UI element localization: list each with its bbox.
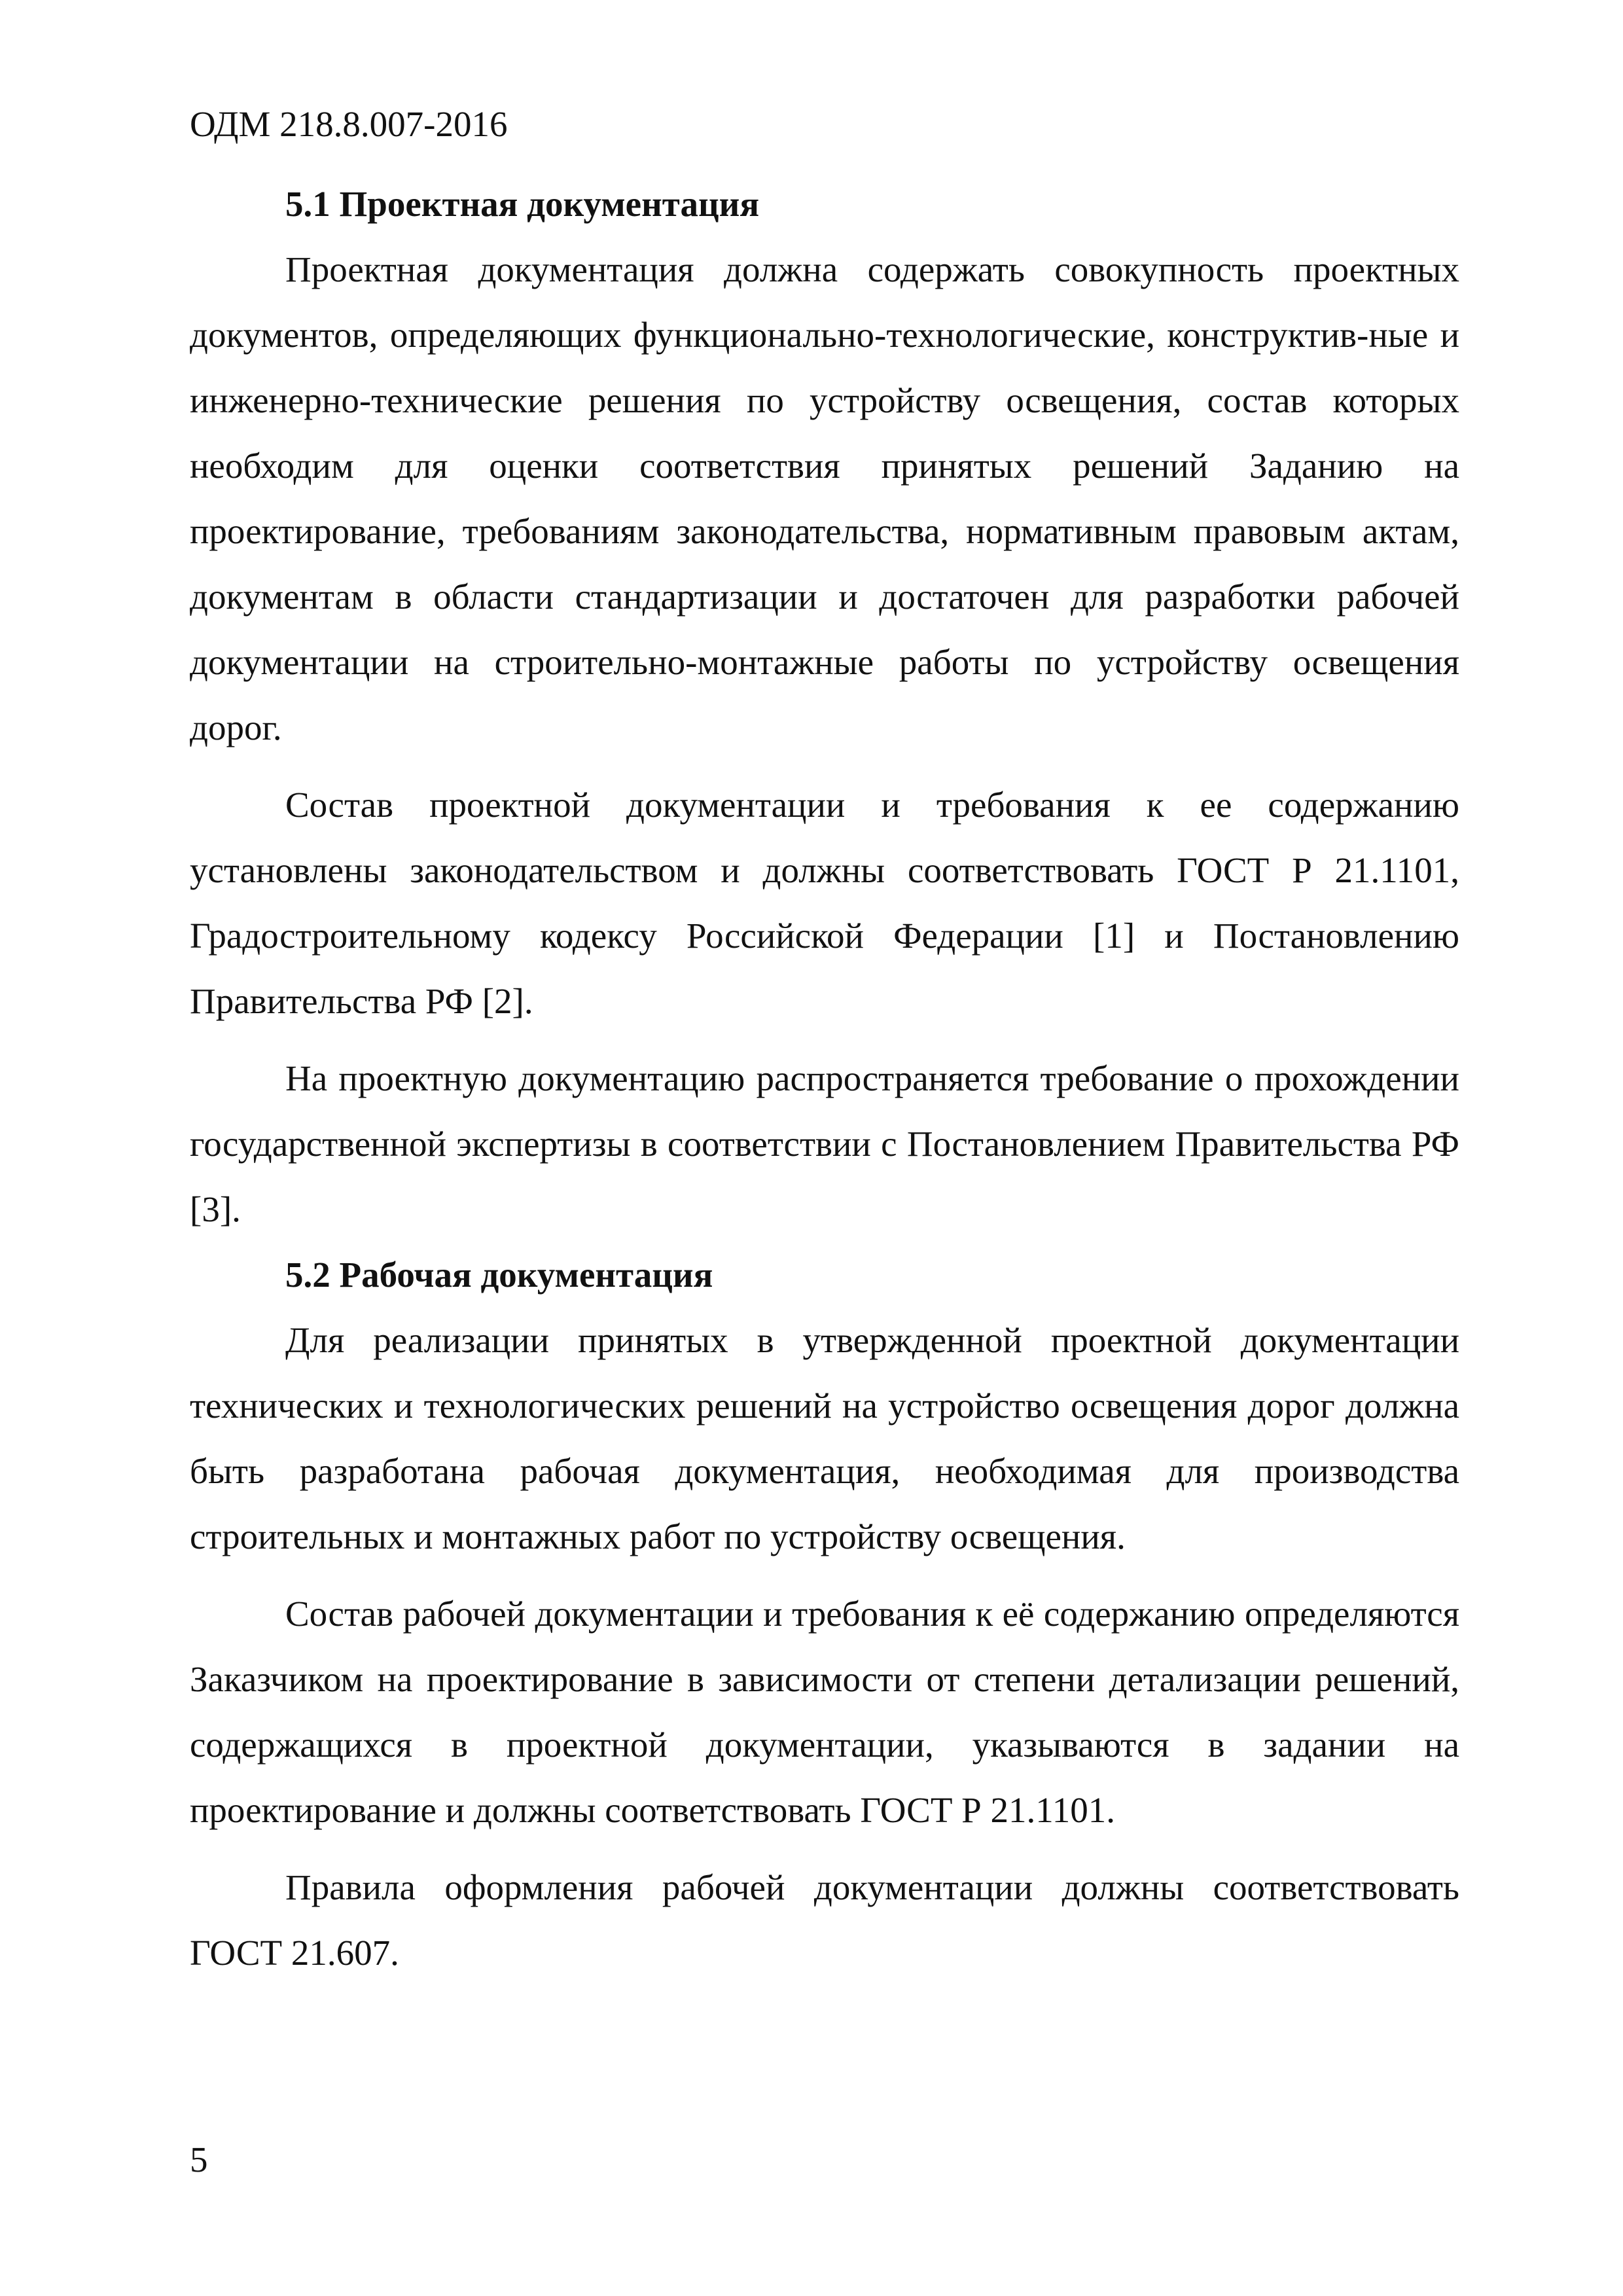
paragraph: Правила оформления рабочей документации должны соответствовать ГОСТ 21.607. bbox=[190, 1867, 1459, 1973]
paragraph: Состав проектной документации и требования к ее содержанию установлены законодательством и должны соответствовать ГОСТ Р 21.1101, Градостроительному кодексу Российской Федерации [1] и Постановлению Правительства РФ [2]. bbox=[190, 785, 1459, 1021]
paragraph: Состав рабочей документации и требования к её содержанию определяются Заказчиком на проектирование в зависимости от степени детализации решений, содержащихся в проектной документации, указываются в задании на проектирование и должны соответствовать ГОСТ Р 21.1101. bbox=[190, 1594, 1459, 1830]
document-code: ОДМ 218.8.007-2016 bbox=[190, 104, 508, 144]
paragraph: Для реализации принятых в утвержденной проектной документации технических и технологических решений на устройство освещения дорог должна быть разработана рабочая документация, необходимая для производства строительных и монтажных работ по устройству освещения. bbox=[190, 1320, 1459, 1556]
paragraph: На проектную документацию распространяется требование о прохождении государственной экспертизы в соответствии с Постановлением Правительства РФ [3]. bbox=[190, 1058, 1459, 1229]
page-number: 5 bbox=[190, 2140, 208, 2179]
paragraph: Проектная документация должна содержать совокупность проектных документов, определяющих функционально-технологические, конструктив-ные и инженерно-технические решения по устройству освещения, состав которых необходим для оценки соответствия принятых решений Заданию на проектирование, требованиям законодательства, нормативным правовым актам, документам в области стандартизации и достаточен для разработки рабочей документации на строительно-монтажные работы по устройству освещения дорог. bbox=[190, 249, 1459, 747]
section-heading-5-2: 5.2 Рабочая документация bbox=[285, 1255, 713, 1295]
section-heading-5-1: 5.1 Проектная документация bbox=[285, 184, 760, 224]
document-body bbox=[190, 171, 1459, 1986]
